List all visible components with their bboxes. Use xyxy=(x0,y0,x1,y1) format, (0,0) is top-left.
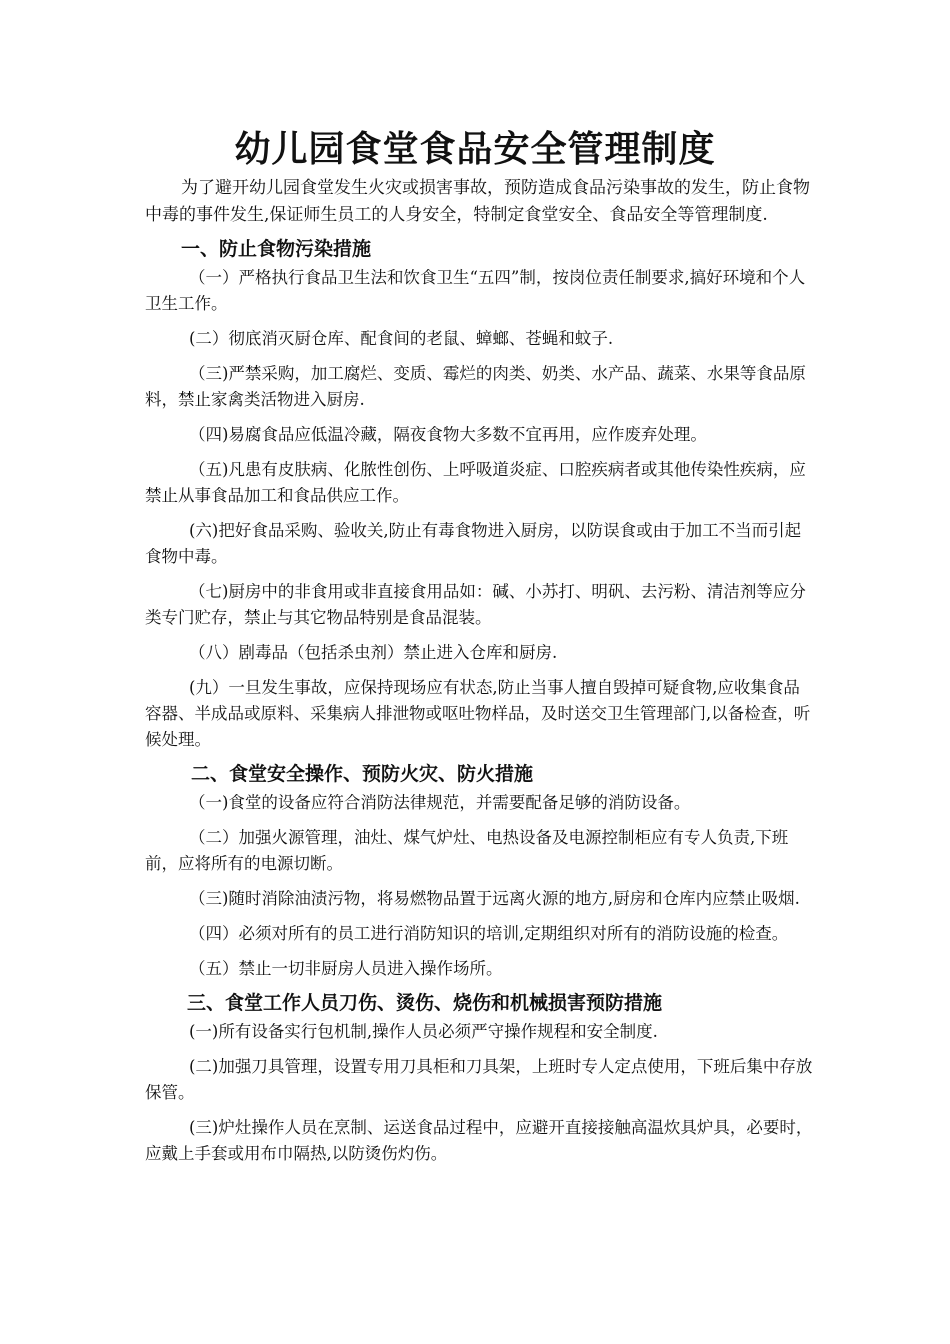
section-3-item-2: (二)加强刀具管理，设置专用刀具柜和刀具架，上班时专人定点使用，下班后集中存放保管。 xyxy=(145,1057,813,1102)
section-1-item-4: （四)易腐食品应低温冷藏，隔夜食物大多数不宜再用，应作废弃处理。 xyxy=(189,425,707,444)
section-1-item-3: （三)严禁采购，加工腐烂、变质、霉烂的肉类、奶类、水产品、蔬菜、水果等食品原料，禁止家禽类活物进入厨房. xyxy=(145,364,806,409)
section-1-item-2: (二）彻底消灭厨仓库、配食间的老鼠、蟑螂、苍蝇和蚊子. xyxy=(189,329,614,348)
intro-paragraph: 为了避开幼儿园食堂发生火灾或损害事故，预防造成食品污染事故的发生，防止食物中毒的事件发生,保证师生员工的人身安全，特制定食堂安全、食品安全等管理制度. xyxy=(145,178,810,225)
section-1-item-1: （一）严格执行食品卫生法和饮食卫生“五四”制，按岗位责任制要求,搞好环境和个人卫生工作。 xyxy=(145,268,806,313)
section-3-item-3: (三)炉灶操作人员在烹制、运送食品过程中，应避开直接接触高温炊具炉具，必要时，应戴上手套或用布巾隔热,以防烫伤灼伤。 xyxy=(145,1118,813,1163)
document-body xyxy=(145,175,815,1176)
section-3-item-1: (一)所有设备实行包机制,操作人员必须严守操作规程和安全制度. xyxy=(189,1022,658,1041)
section-heading-1: 一、防止食物污染措施 xyxy=(181,238,372,260)
section-1-item-5: （五)凡患有皮肤病、化脓性创伤、上呼吸道炎症、口腔疾病者或其他传染性疾病，应禁止从事食品加工和食品供应工作。 xyxy=(145,460,806,505)
section-2-item-4: （四）必须对所有的员工进行消防知识的培训,定期组织对所有的消防设施的检查。 xyxy=(189,924,789,943)
section-heading-3: 三、食堂工作人员刀伤、烫伤、烧伤和机械损害预防措施 xyxy=(187,992,663,1014)
section-1-item-9: (九）一旦发生事故，应保持现场应有状态,防止当事人擅自毁掉可疑食物,应收集食品容器、半成品或原料、采集病人排泄物或呕吐物样品，及时送交卫生管理部门,以备检查，听候处理。 xyxy=(145,678,811,749)
section-heading-2: 二、食堂安全操作、预防火灾、防火措施 xyxy=(191,763,534,785)
section-1-item-6: (六)把好食品采购、验收关,防止有毒食物进入厨房，以防误食或由于加工不当而引起食物中毒。 xyxy=(145,521,802,566)
section-2-item-3: （三)随时消除油渍污物，将易燃物品置于远离火源的地方,厨房和仓库内应禁止吸烟. xyxy=(189,889,800,908)
document-title: 幼儿园食堂食品安全管理制度 xyxy=(234,128,716,170)
section-2-item-1: （一)食堂的设备应符合消防法律规范，并需要配备足够的消防设备。 xyxy=(189,793,691,812)
section-1-item-8: （八）剧毒品（包括杀虫剂）禁止进入仓库和厨房. xyxy=(189,643,558,662)
section-2-item-2: （二）加强火源管理，油灶、煤气炉灶、电热设备及电源控制柜应有专人负责,下班前，应将所有的电源切断。 xyxy=(145,828,789,873)
section-1-item-7: （七)厨房中的非食用或非直接食用品如：碱、小苏打、明矾、去污粉、清洁剂等应分类专门贮存，禁止与其它物品特别是食品混装。 xyxy=(145,582,806,627)
section-2-item-5: （五）禁止一切非厨房人员进入操作场所。 xyxy=(189,959,503,978)
